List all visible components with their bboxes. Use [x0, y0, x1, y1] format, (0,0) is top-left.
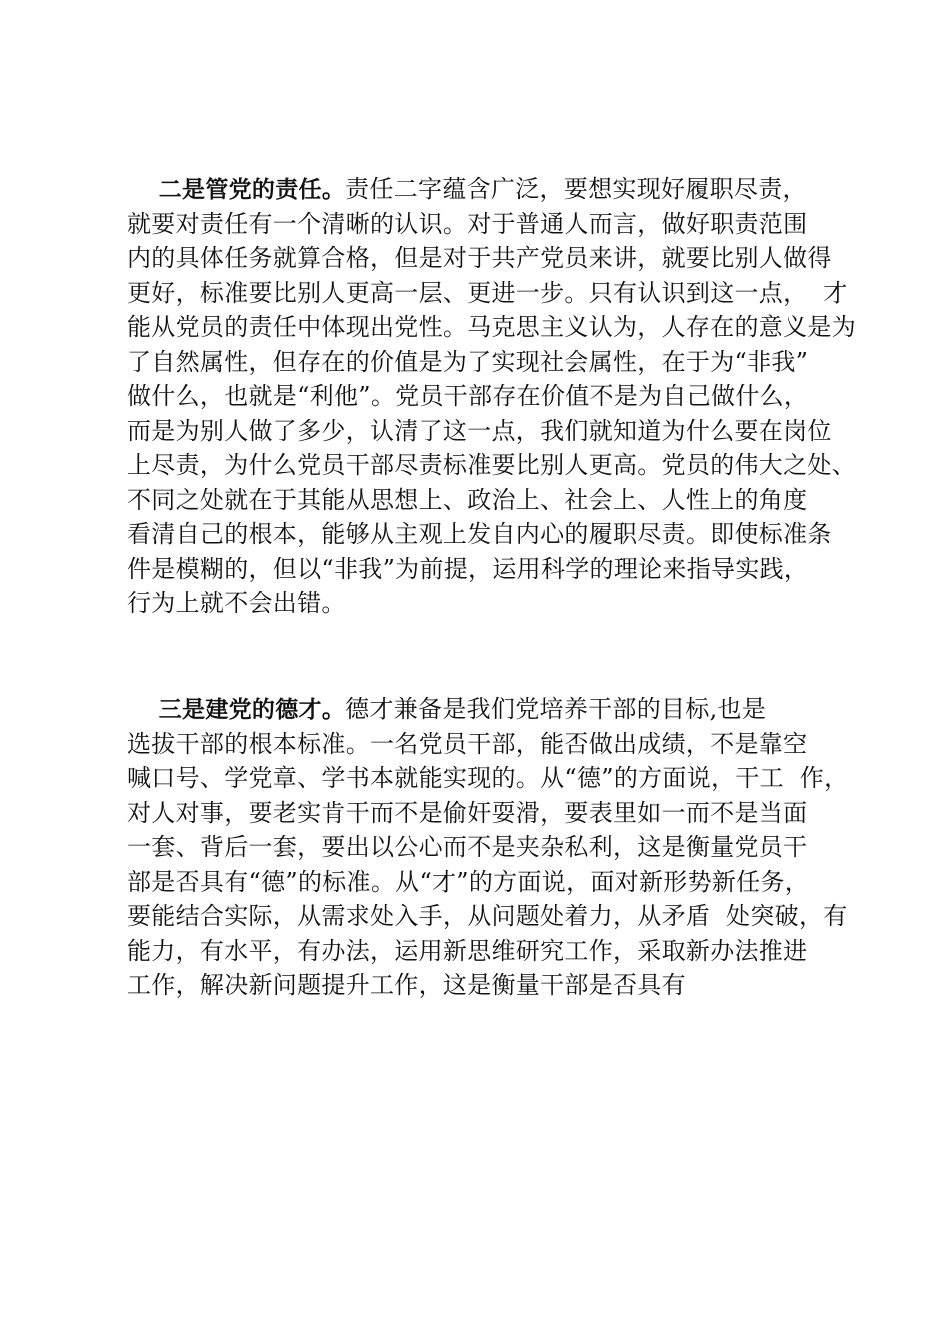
paragraph-line: 上尽责，为什么党员干部尽责标准要比别人更高。党员的伟大之处、 [127, 451, 856, 479]
paragraph-line: 部是否具有“德”的标准。从“才”的方面说，面对新形势新任务， [127, 867, 810, 896]
paragraph-heading: 二是管党的责任。 [158, 177, 346, 203]
paragraph-line: 看清自己的根本，能够从主观上发自内心的履职尽责。即使标准条 [127, 520, 832, 548]
paragraph-line: 能从党员的责任中体现出党性。马克思主义认为，人存在的意义是为 [127, 313, 856, 341]
paragraph-line: 工作，解决新问题提升工作，这是衡量干部是否具有 [127, 971, 686, 999]
paragraph-line: 不同之处就在于其能从思想上、政治上、社会上、人性上的角度 [127, 485, 808, 514]
paragraph-line: 件是模糊的，但以“非我”为前提，运用科学的理论来指导实践， [127, 554, 809, 583]
paragraph-line: 一套、背后一套，要出以公心而不是夹杂私利，这是衡量党员干 [127, 833, 808, 861]
paragraph-line: 行为上就不会出错。 [127, 589, 346, 617]
paragraph-line: 就要对责任有一个清晰的认识。对于普通人而言，做好职责范围 [127, 209, 808, 238]
paragraph-line-text: 德才兼备是我们党培养干部的目标,也是 [345, 695, 767, 723]
paragraph-line: 做什么，也就是“利他”。党员干部存在价值不是为自己做什么， [127, 382, 809, 410]
paragraph-line: 内的具体任务就算合格，但是对于共产党员来讲，就要比别人做得 [127, 244, 832, 272]
paragraph-line: 能力，有水平，有办法，运用新思维研究工作，采取新办法推进 [127, 936, 808, 965]
paragraph-line: 选拔干部的根本标准。一名党员干部，能否做出成绩，不是靠空 [127, 729, 808, 758]
paragraph-party-virtue-talent [127, 692, 862, 1003]
paragraph-management-responsibility [127, 172, 862, 621]
paragraph-line-text: 责任二字蕴含广泛，要想实现好履职尽责， [345, 175, 807, 203]
paragraph-line: 了自然属性，但存在的价值是为了实现社会属性，在于为“非我” [127, 347, 809, 376]
paragraph-line: 更好，标准要比别人更高一层、更进一步。只有认识到这一点， 才 [127, 278, 848, 307]
paragraph-first-line [127, 172, 862, 207]
paragraph-line: 而是为别人做了多少，认清了这一点，我们就知道为什么要在岗位 [127, 416, 832, 445]
paragraph-line: 对人对事，要老实肯干而不是偷奸耍滑，要表里如一而不是当面 [127, 798, 808, 827]
paragraph-first-line [127, 692, 862, 727]
paragraph-heading: 三是建党的德才。 [158, 697, 346, 723]
paragraph-line: 喊口号、学党章、学书本就能实现的。从“德”的方面说，干工 作， [127, 764, 849, 792]
paragraph-line: 要能结合实际，从需求处入手，从问题处着力，从矛盾 处突破，有 [127, 902, 848, 930]
